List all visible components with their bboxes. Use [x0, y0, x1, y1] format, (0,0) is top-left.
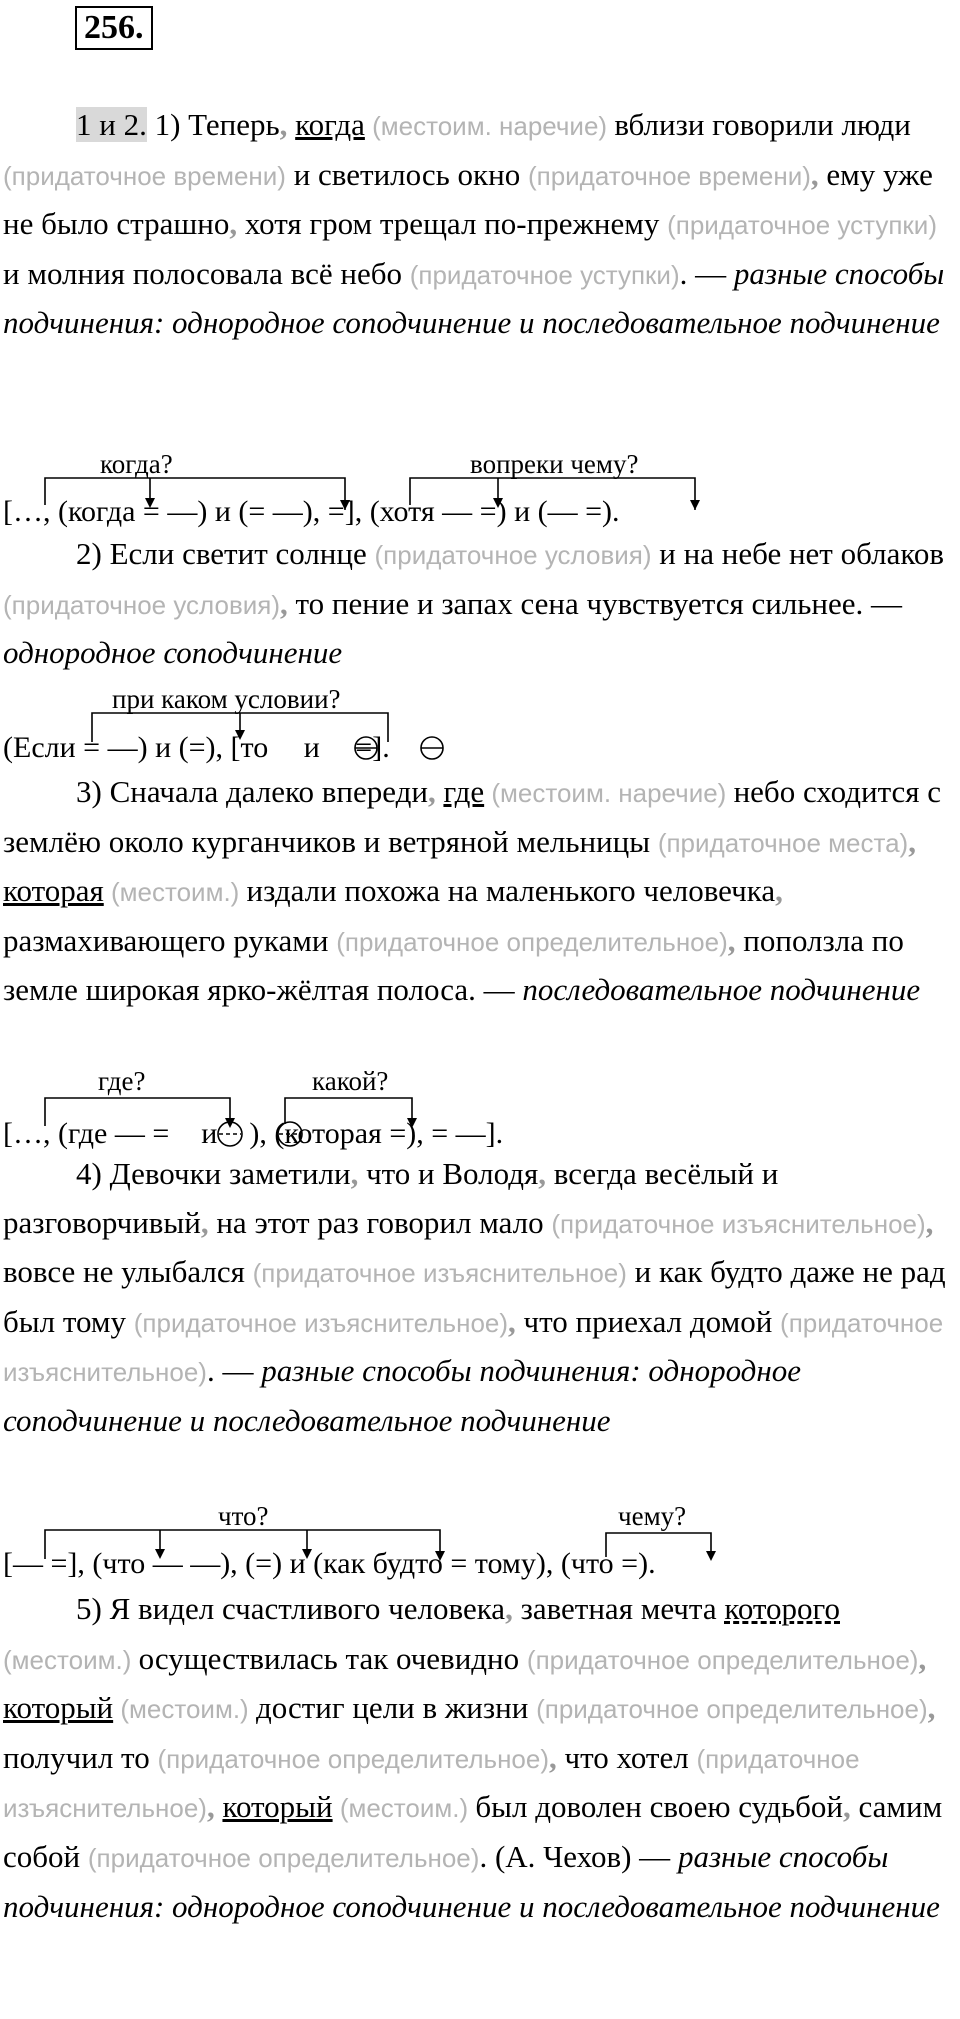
- scheme-formula: [— =], (что — —), (=) и (как будто = тому), (что =).: [3, 1547, 656, 1580]
- annotation: (придаточное определительное): [87, 1842, 480, 1873]
- annotation: (местоим.): [332, 1793, 476, 1824]
- analysis-note: разные способы подчинения: однородное соподчинение и последовательное подчинение: [3, 1838, 940, 1924]
- annotation: (придаточное определительное): [536, 1694, 928, 1725]
- task-marker: 1 и 2.: [76, 107, 147, 142]
- conjunctive-word: когда: [295, 107, 365, 142]
- analysis-note: разные способы подчинения: однородное соподчинение и последовательное подчинение: [3, 255, 945, 341]
- analysis-note: однородное соподчинение: [3, 635, 343, 671]
- paragraph-3: 3) Сначала далеко впереди, где (местоим. наречие) небо сходится с землёю около курганчиков и ветряной мельницы (придаточное места), которая (местоим.) издали похожа на маленького человечка, размахивающего руками (придаточное определительное), поползла по земле широкая ярко-жёлтая полоса. — последовательное подчинение: [3, 774, 942, 1008]
- scheme-question: при каком условии?: [112, 684, 341, 714]
- annotation: (придаточное изъяснительное): [252, 1258, 627, 1289]
- annotation: (придаточное изъяснительное): [551, 1208, 926, 1239]
- annotation: (придаточное определительное): [526, 1644, 919, 1675]
- annotation: (придаточное уступки): [409, 259, 680, 290]
- scheme-question: когда?: [100, 449, 173, 479]
- scheme-question: что?: [218, 1501, 269, 1531]
- scheme-formula: […, (когда = —) и (= —), =], (хотя — =) и (— =).: [3, 495, 620, 528]
- paragraph-1: 1 и 2. 1) Теперь, когда (местоим. наречие) вблизи говорили люди (придаточное времени) и светилось окно (придаточное времени), ему уже не было страшно, хотя гром трещал по-прежнему (придаточное уступки) и молния полосовала всё небо (придаточное уступки). — разные способы подчинения: однородное соподчинение и последовательное подчинение: [3, 107, 945, 341]
- annotation: (придаточное определительное): [157, 1743, 550, 1774]
- annotation: (придаточное времени): [527, 160, 811, 191]
- conjunctive-word: которая: [3, 873, 104, 909]
- annotation: (придаточное времени): [3, 160, 286, 191]
- annotation: (придаточное изъяснительное): [3, 1743, 860, 1824]
- annotation: (местоим. наречие): [484, 778, 734, 808]
- scheme-2: [0, 678, 960, 768]
- annotation: (местоим.): [103, 877, 247, 908]
- scheme-1: [0, 445, 960, 530]
- scheme-question: какой?: [312, 1066, 389, 1096]
- conjunctive-word: который: [3, 1690, 114, 1726]
- conjunctive-word: где: [443, 774, 485, 809]
- paragraph-2: 2) Если светит солнце (придаточное условия) и на небе нет облаков (придаточное условия), то пение и запах сена чувствуется сильнее. — однородное соподчинение: [3, 536, 944, 671]
- scheme-question: чему?: [618, 1501, 687, 1531]
- annotation: (придаточное условия): [374, 540, 652, 570]
- annotation: (придаточное условия): [3, 589, 281, 620]
- annotation: (придаточное изъяснительное): [3, 1307, 944, 1388]
- scheme-formula: (Если = —) и (=), [то и =].: [3, 731, 390, 764]
- analysis-note: разные способы подчинения: однородное соподчинение и последовательное подчинение: [3, 1353, 801, 1438]
- annotation: (местоим. наречие): [364, 111, 615, 141]
- conjunctive-word: который: [222, 1789, 333, 1825]
- annotation: (придаточное определительное): [336, 926, 728, 957]
- scheme-formula: […, (где — = и ), (которая =), = —].: [3, 1117, 504, 1150]
- scheme-question: где?: [98, 1066, 146, 1096]
- paragraph-5: 5) Я видел счастливого человека, заветная мечта которого (местоим.) осуществилась так очевидно (придаточное определительное), который (местоим.) достиг цели в жизни (придаточное определительное), получил то (придаточное определительное), что хотел (придаточное изъяснительное), который (местоим.) был доволен своею судьбой, самим собой (придаточное определительное). (А. Чехов) — разные способы подчинения: однородное соподчинение и последовательное подчинение: [3, 1591, 943, 1924]
- scheme-question: вопреки чему?: [470, 449, 639, 479]
- annotation: (придаточное изъяснительное): [133, 1307, 509, 1338]
- exercise-number: 256.: [75, 6, 153, 50]
- analysis-note: последовательное подчинение: [522, 972, 921, 1008]
- scheme-3: [0, 1060, 960, 1150]
- conjunctive-word: которого: [724, 1591, 841, 1626]
- paragraph-4: 4) Девочки заметили, что и Володя, всегда весёлый и разговорчивый, на этот раз говорил мало (придаточное изъяснительное), вовсе не улыбался (придаточное изъяснительное) и как будто даже не рад был тому (придаточное изъяснительное), что приехал домой (придаточное изъяснительное). — разные способы подчинения: однородное соподчинение и последовательное подчинение: [3, 1156, 946, 1438]
- annotation: (местоим.): [3, 1644, 139, 1675]
- scheme-4: [0, 1495, 960, 1585]
- annotation: (местоим.): [113, 1694, 256, 1725]
- annotation: (придаточное уступки): [667, 210, 937, 241]
- annotation: (придаточное места): [657, 827, 909, 858]
